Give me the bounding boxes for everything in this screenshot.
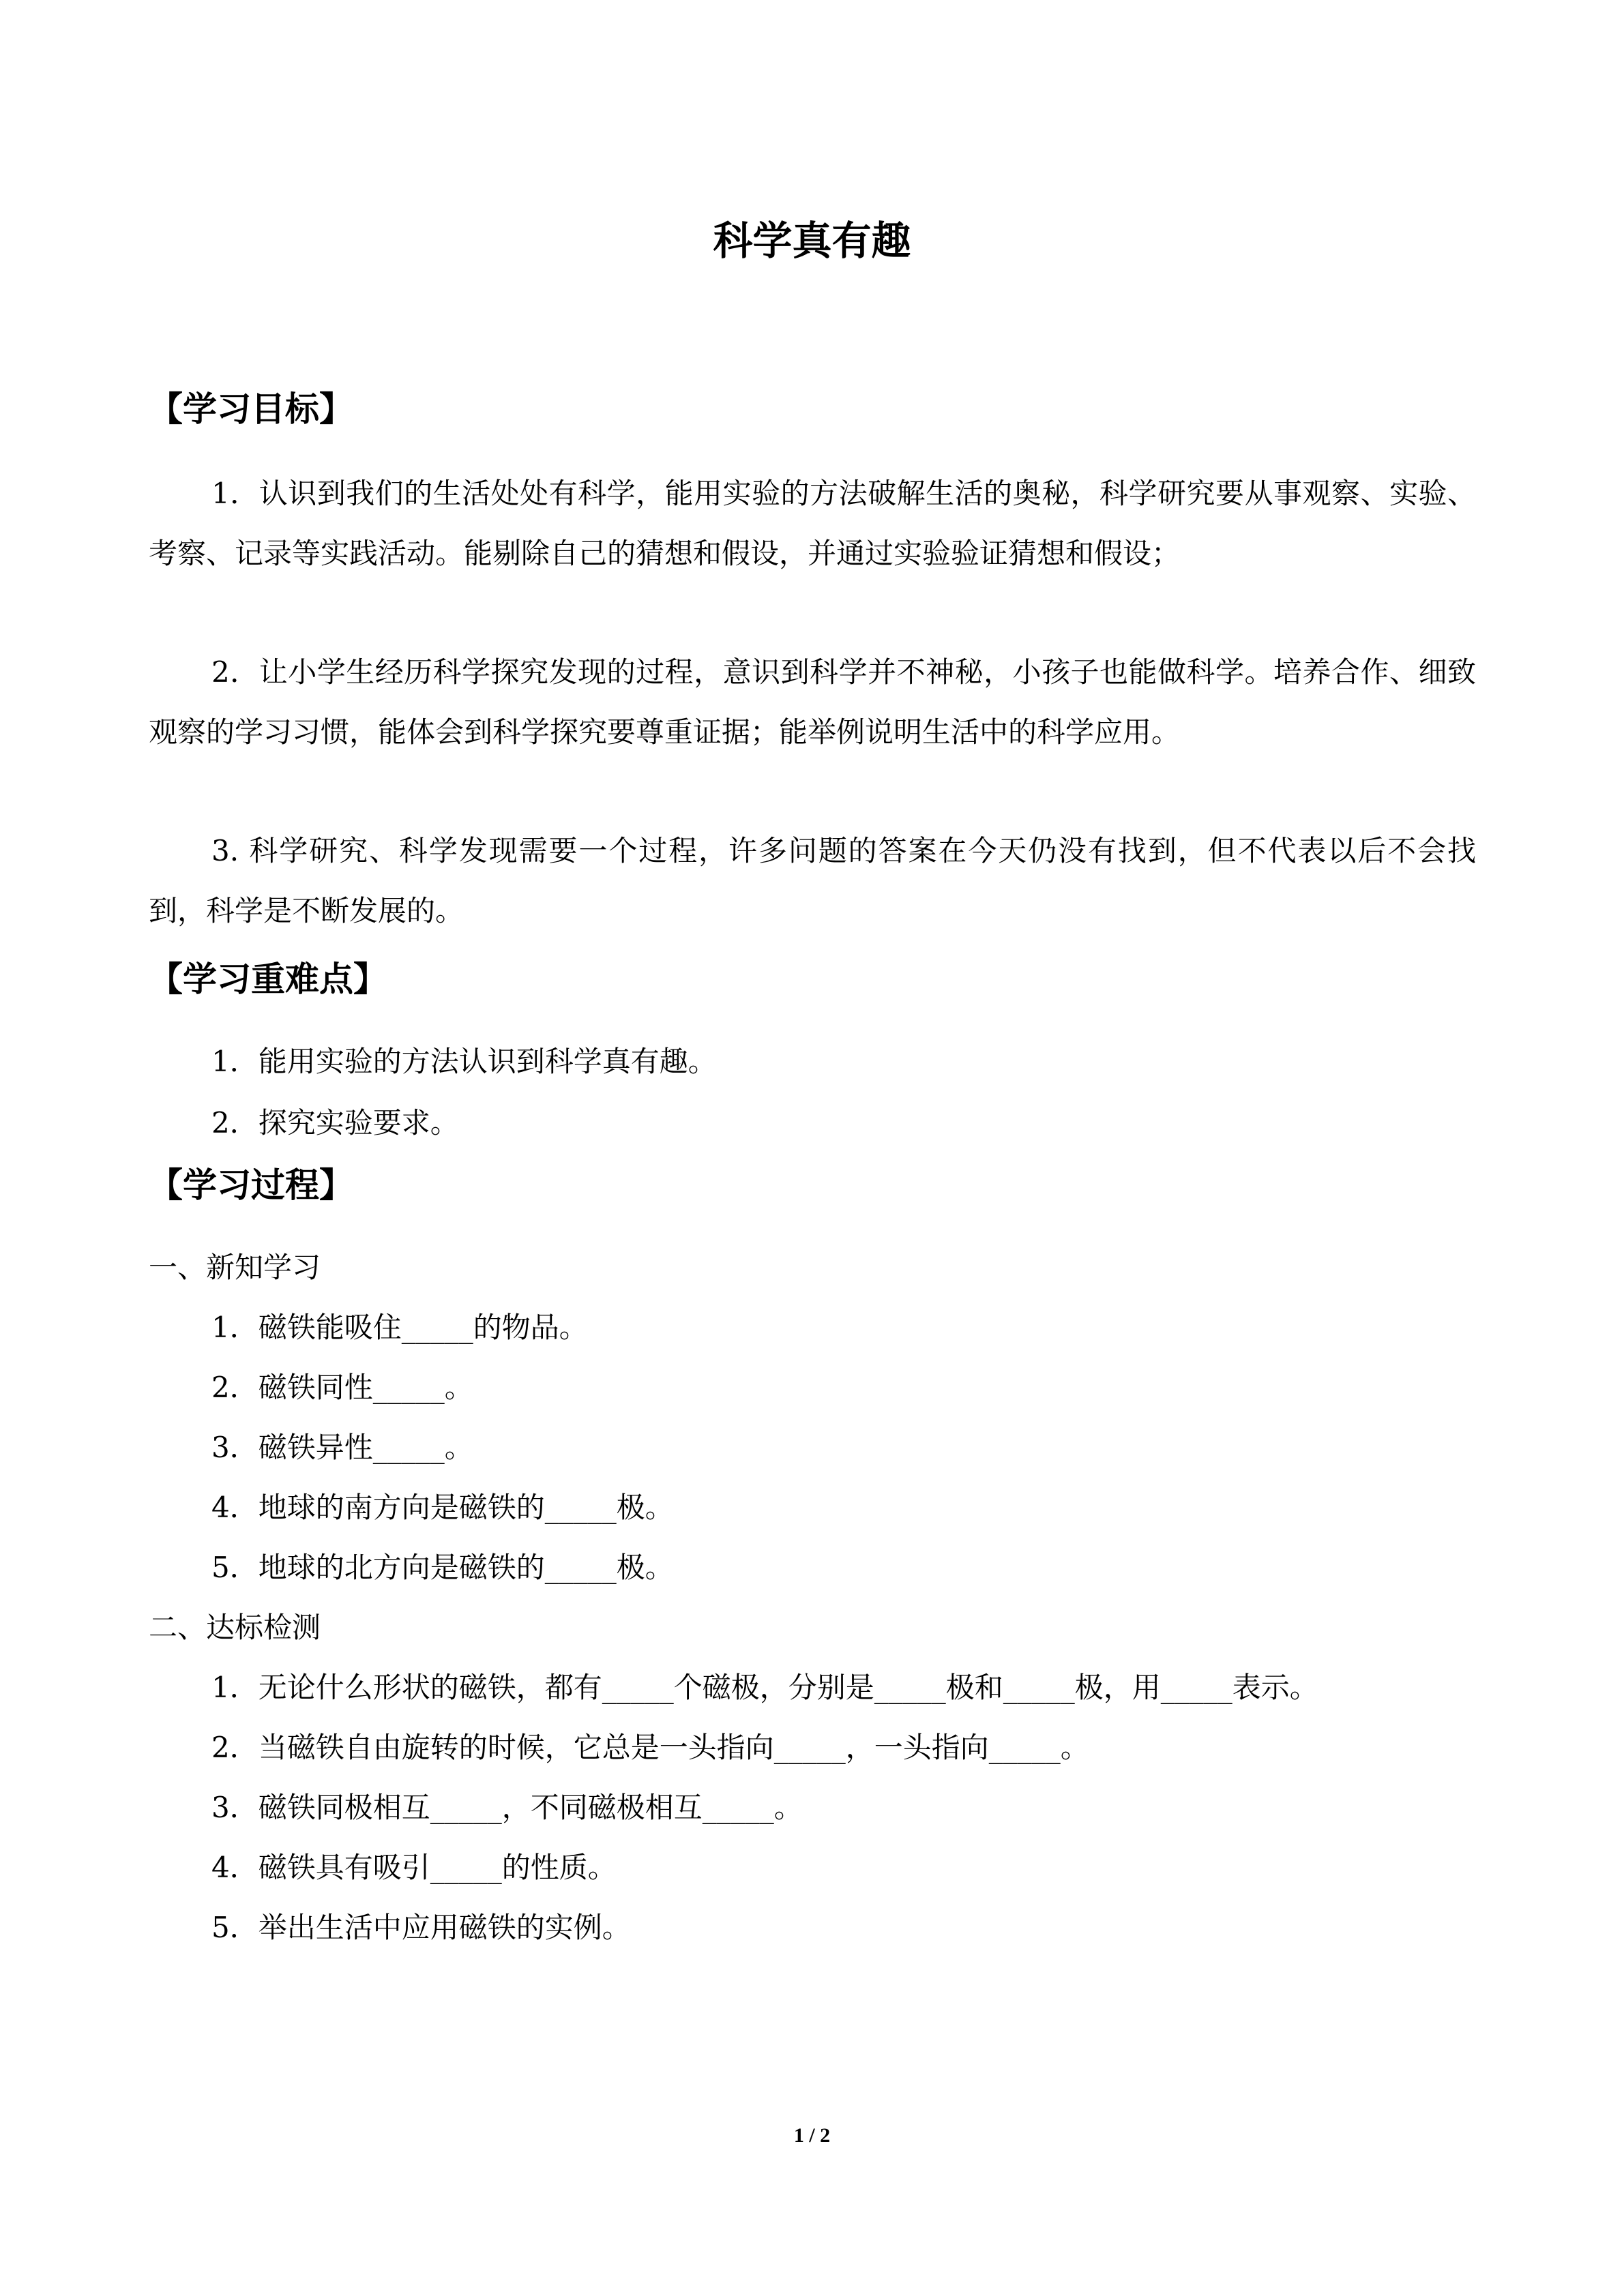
objective-item-2: 2．让小学生经历科学探究发现的过程，意识到科学并不神秘，小孩子也能做科学。培养合作、细致观察的学习习惯，能体会到科学探究要尊重证据；能举例说明生活中的科学应用。 — [149, 655, 1476, 749]
objective-item-3: 3. 科学研究、科学发现需要一个过程，许多问题的答案在今天仍没有找到，但不代表以后不会找到，科学是不断发展的。 — [149, 834, 1476, 927]
new-knowledge-item-2: 2．磁铁同性_____。 — [211, 1371, 473, 1404]
key-point-item-1: 1．能用实验的方法认识到科学真有趣。 — [211, 1045, 717, 1078]
page-title: 科学真有趣 — [713, 218, 911, 264]
assessment-item-3: 3．磁铁同极相互_____，不同磁极相互_____。 — [211, 1791, 803, 1824]
assessment-item-4: 4．磁铁具有吸引_____的性质。 — [211, 1851, 617, 1884]
section-assessment-title: 二、达标检测 — [149, 1611, 321, 1644]
assessment-item-5: 5．举出生活中应用磁铁的实例。 — [211, 1911, 631, 1944]
objectives-heading: 【学习目标】 — [149, 389, 353, 429]
key-points-heading: 【学习重难点】 — [149, 959, 387, 999]
new-knowledge-item-5: 5．地球的北方向是磁铁的_____极。 — [211, 1551, 674, 1584]
assessment-item-2: 2．当磁铁自由旋转的时候，它总是一头指向_____，一头指向_____。 — [211, 1731, 1089, 1764]
new-knowledge-item-1: 1．磁铁能吸住_____的物品。 — [211, 1311, 588, 1344]
new-knowledge-item-3: 3．磁铁异性_____。 — [211, 1431, 473, 1464]
key-point-item-2: 2．探究实验要求。 — [211, 1106, 459, 1139]
objective-item-1: 1．认识到我们的生活处处有科学，能用实验的方法破解生活的奥秘，科学研究要从事观察、实验、考察、记录等实践活动。能剔除自己的猜想和假设，并通过实验验证猜想和假设； — [149, 477, 1476, 570]
page-number: 1 / 2 — [793, 2124, 831, 2147]
assessment-item-1: 1．无论什么形状的磁铁，都有_____个磁极，分别是_____极和_____极，用_____表示。 — [211, 1671, 1318, 1704]
new-knowledge-item-4: 4．地球的南方向是磁铁的_____极。 — [211, 1491, 674, 1524]
process-heading: 【学习过程】 — [149, 1165, 353, 1205]
section-new-knowledge-title: 一、新知学习 — [149, 1251, 321, 1284]
